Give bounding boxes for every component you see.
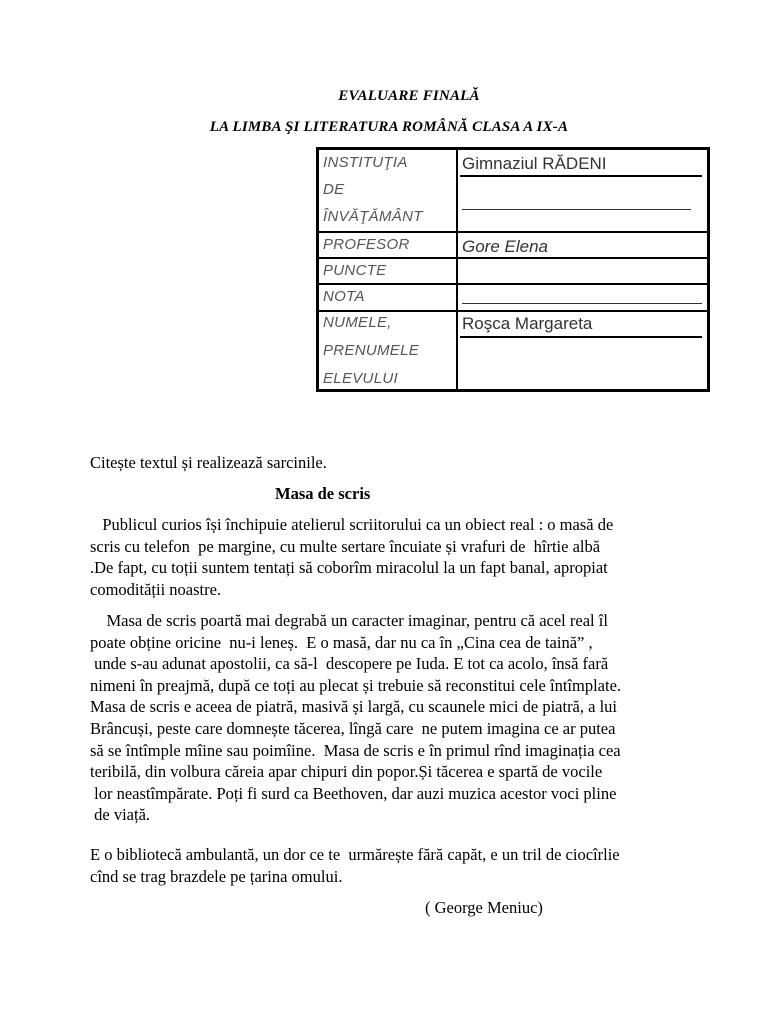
paragraph-line: .De fapt, cu toții suntem tentați să coborîm miracolul la un fapt banal, apropiat xyxy=(90,558,608,578)
paragraph-line: de viață. xyxy=(90,805,151,825)
paragraph-line: unde s-au adunat apostolii, ca să-l descopere pe Iuda. E tot ca acolo, însă fară xyxy=(90,654,609,674)
essay-paragraph-1 xyxy=(90,514,613,600)
table-row-institution xyxy=(319,150,707,233)
info-table xyxy=(316,147,710,392)
paragraph-line: scris cu telefon pe margine, cu multe sertare încuiate și vrafuri de hîrtie albă xyxy=(90,536,601,556)
paragraph-line: comodității noastre. xyxy=(90,579,222,599)
student-label-line3: ELEVULUI xyxy=(323,370,398,387)
instruction-text: Citește textul și realizează sarcinile. xyxy=(90,453,327,472)
paragraph-line: cînd se trag brazdele pe țarina omului. xyxy=(90,866,343,886)
student-value: Roşca Margareta xyxy=(462,314,593,333)
page-title: EVALUARE FINALĂ xyxy=(338,88,480,104)
institution-label-line2: DE xyxy=(323,181,345,198)
grade-blank-line xyxy=(462,303,702,304)
table-row-grade xyxy=(319,285,707,312)
paragraph-line: să se întîmple mîine sau poimîine. Masa de scris e în primul rînd imaginația cea xyxy=(90,740,621,760)
student-underline xyxy=(460,336,702,338)
teacher-label: PROFESOR xyxy=(323,236,410,253)
teacher-value: Gore Elena xyxy=(462,237,548,256)
grade-label: NOTA xyxy=(323,288,365,305)
paragraph-line: Masa de scris poartă mai degrabă un caracter imaginar, pentru că acel real îl xyxy=(90,611,608,630)
paragraph-line: lor neastîmpărate. Poți fi surd ca Beethoven, dar auzi muzica acestor voci pline xyxy=(90,783,617,803)
paragraph-line: E o bibliotecă ambulantă, un dor ce te urmărește fără capăt, e un tril de ciocîrlie xyxy=(90,845,620,864)
institution-underline xyxy=(460,175,702,177)
essay-paragraph-2 xyxy=(90,610,621,826)
paragraph-line: teribilă, din volbura căreia apar chipuri din popor.Și tăcerea e spartă de vocile xyxy=(90,762,603,782)
paragraph-line: Publicul curios își închipuie atelierul scriitorului ca un obiect real : o masă de xyxy=(90,515,614,534)
student-label-line2: PRENUMELE xyxy=(323,342,420,359)
essay-title: Masa de scris xyxy=(275,484,371,503)
page-subtitle: LA LIMBA ŞI LITERATURA ROMÂNĂ CLASA A IX-A xyxy=(209,119,569,135)
institution-value: Gimnaziul RĂDENI xyxy=(462,154,607,173)
paragraph-line: nimeni în preajmă, după ce toți au plecat și trebuie să reconstitui cele întîmplate. xyxy=(90,675,622,695)
student-label-line1: NUMELE, xyxy=(323,314,392,331)
essay-author: ( George Meniuc) xyxy=(425,898,543,917)
paragraph-line: poate obține oricine nu-i leneș. E o masă, dar nu ca în „Cina cea de taină” , xyxy=(90,632,593,652)
table-row-student xyxy=(319,312,707,389)
table-row-points xyxy=(319,259,707,285)
paragraph-line: Brâncuși, peste care domnește tăcerea, lîngă care ne putem imagina ce ar putea xyxy=(90,718,616,738)
institution-blank-line xyxy=(462,209,691,210)
essay-paragraph-3 xyxy=(90,844,620,887)
institution-label-line3: ÎNVĂŢĂMÂNT xyxy=(323,208,423,225)
points-label: PUNCTE xyxy=(323,262,387,279)
institution-label-line1: INSTITUŢIA xyxy=(323,154,408,171)
paragraph-line: Masa de scris e aceea de piatră, masivă și largă, cu scaunele mici de piatră, a lui xyxy=(90,697,618,717)
table-row-teacher xyxy=(319,233,707,259)
